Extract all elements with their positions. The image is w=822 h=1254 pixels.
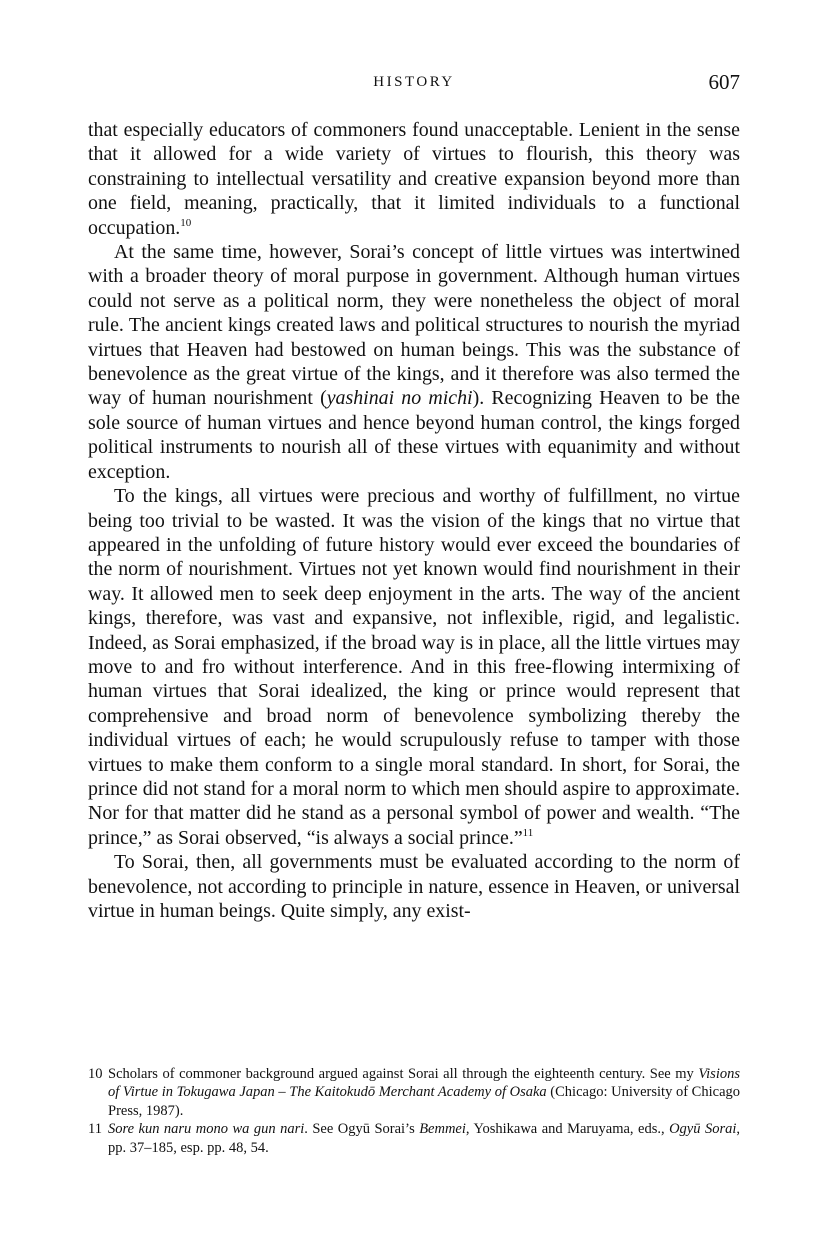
footnote-text: , Yoshikawa and Maruyama, eds., <box>465 1121 670 1138</box>
footnote-text: Scholars of commoner background argued against Sorai all through the eighteenth century. See my <box>108 1066 699 1082</box>
paragraph-4 <box>88 850 740 923</box>
paragraph-3 <box>88 484 740 850</box>
paragraph-2-text-a: At the same time, however, Sorai’s concept of little virtues was intertwined with a broader theory of moral purpose in government. Although human virtues could not serve as a political norm, they were nonetheless the object of moral rule. The ancient kings created laws and political structures to nourish the myriad virtues that Heaven had bestowed on human beings. This was the substance of benevolence as the great virtue of the kings, and it therefore was also termed the way of human nourishment ( <box>88 241 740 410</box>
footnote-11 <box>88 1120 740 1157</box>
footnote-ref-10: 10 <box>180 216 192 229</box>
paragraph-2 <box>88 240 740 484</box>
japanese-term: yashinai no michi <box>326 387 473 410</box>
footnote-text: (Chicago: University of Chicago Press, 1987). <box>108 1084 740 1119</box>
paragraph-2-text-b: ). Recognizing Heaven to be the sole source of human virtues and hence beyond human control, the kings forged political instruments to nourish all of these virtues with equanimity and without exception. <box>88 387 740 483</box>
paragraph-4-text: To Sorai, then, all governments must be evaluated according to the norm of benevolence, not according to principle in nature, essence in Heaven, or universal virtue in human beings. Quite simply, any exist- <box>88 851 740 922</box>
book-title: Visions of Virtue in Tokugawa Japan – The Kaitokudō Merchant Academy of Osaka <box>108 1066 740 1101</box>
running-head <box>88 70 740 96</box>
work-title: Bemmei <box>419 1121 466 1138</box>
paragraph-3-text: To the kings, all virtues were precious and worthy of fulfillment, no virtue being too trivial to be wasted. It was the vision of the kings that no virtue that appeared in the unfolding of future history would ever exceed the boundaries of the norm of nourishment. Virtues not yet known would find nourishment in their way. It allowed men to seek deep enjoyment in the arts. The way of the ancient kings, therefore, was vast and expansive, not inflexible, rigid, and legalistic. Indeed, as Sorai emphasized, if the broad way is in place, all the little virtues may move to and fro without interference. And in this free-flowing intermixing of human virtues that Sorai idealized, the king or prince would represent that comprehensive and broad norm of benevolence symbolizing thereby the individual virtues of each; he would scrupulously refuse to tamper with those virtues to make them conform to a single moral standard. In short, for Sorai, the prince did not stand for a moral norm to which men should aspire to approximate. Nor for that matter did he stand as a personal symbol of power and wealth. “The prince,” as Sorai observed, “is always a social prince.” <box>88 485 740 849</box>
footnote-number: 11 <box>88 1121 102 1138</box>
footnote-ref-11: 11 <box>522 826 534 839</box>
book-title: Ogyū Sorai <box>669 1121 737 1138</box>
footnote-text: , pp. 37–185, esp. pp. 48, 54. <box>108 1121 740 1156</box>
footnote-10 <box>88 1065 740 1120</box>
footnote-text: . See Ogyū Sorai’s <box>304 1121 420 1138</box>
footnotes <box>88 1065 740 1157</box>
quoted-phrase: Sore kun naru mono wa gun nari <box>108 1121 305 1138</box>
running-title: HISTORY <box>373 74 455 90</box>
page-number: 607 <box>708 70 740 94</box>
footnote-number: 10 <box>88 1066 103 1082</box>
paragraph-1 <box>88 118 740 240</box>
paragraph-1-text: that especially educators of commoners found unacceptable. Lenient in the sense that it allowed for a wide variety of virtues to flourish, this theory was constraining to intellectual versatility and creative expansion beyond more than one field, meaning, practically, that it limited individuals to a functional occupation. <box>88 119 740 239</box>
body-text <box>88 118 740 923</box>
